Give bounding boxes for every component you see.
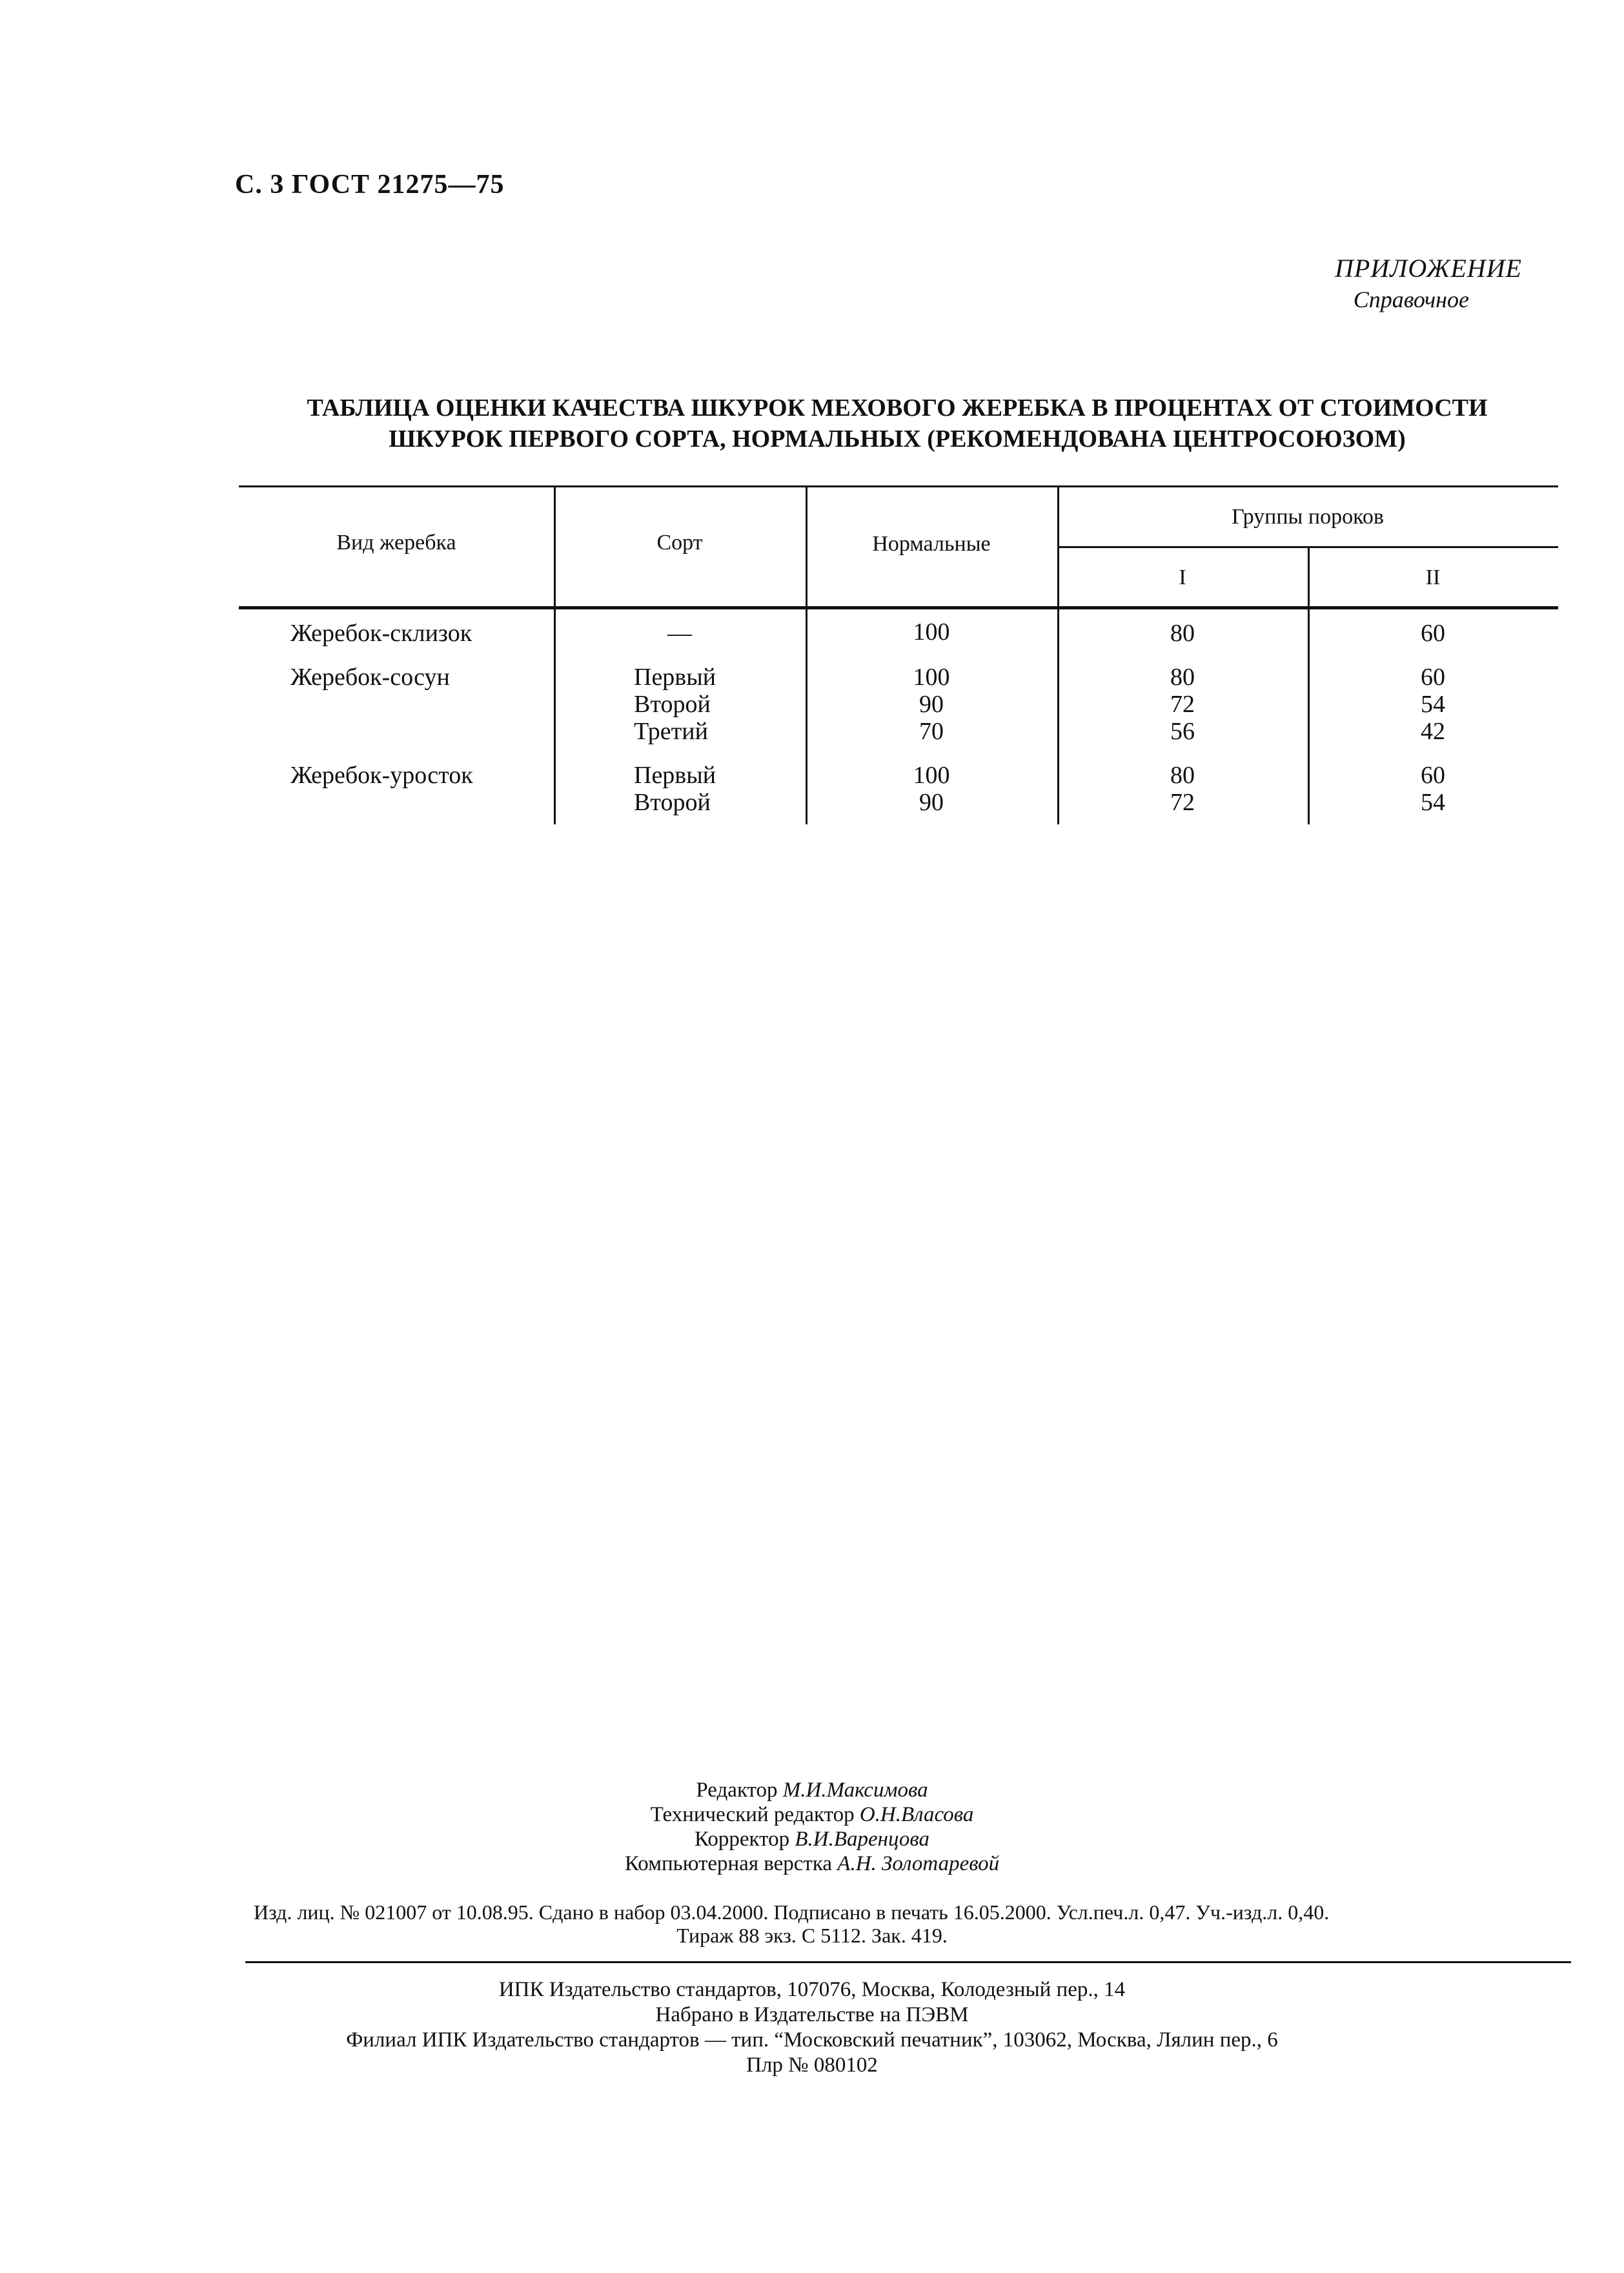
row-grade: — xyxy=(667,620,692,647)
row-kind: Жеребок-склизок xyxy=(290,620,472,647)
header-bottom-rule xyxy=(239,606,1558,609)
row-grade: Первый xyxy=(634,762,716,789)
row-group-1: 72 xyxy=(1170,691,1195,718)
row-group-2: 60 xyxy=(1421,762,1445,789)
row-group-1: 80 xyxy=(1170,620,1195,647)
row-group-2: 42 xyxy=(1421,718,1445,745)
header-grade: Сорт xyxy=(656,531,703,555)
appendix-subtitle: Справочное xyxy=(1353,287,1469,312)
press-line-4: Плр № 080102 xyxy=(746,2054,878,2077)
row-normal: 90 xyxy=(919,691,944,718)
row-group-2: 54 xyxy=(1421,789,1445,816)
row-grade: Первый xyxy=(634,664,716,691)
row-group-1: 80 xyxy=(1170,664,1195,691)
row-grade: Третий xyxy=(634,718,708,745)
page-header: С. 3 ГОСТ 21275—75 xyxy=(235,170,505,199)
credit-tech-editor: Технический редактор О.Н.Власова xyxy=(650,1803,974,1826)
credit-layout: Компьютерная верстка А.Н. Золотаревой xyxy=(624,1852,1000,1875)
header-normal: Нормальные xyxy=(872,532,991,556)
publication-print-run: Тираж 88 экз. С 5112. Зак. 419. xyxy=(676,1924,948,1947)
header-group-2: II xyxy=(1425,566,1441,589)
row-group-1: 72 xyxy=(1170,789,1195,816)
credit-proofreader: Корректор В.И.Варенцова xyxy=(694,1828,930,1851)
row-normal: 100 xyxy=(913,762,950,789)
footer-divider xyxy=(245,1961,1571,1963)
row-group-1: 80 xyxy=(1170,762,1195,789)
row-group-2: 60 xyxy=(1421,620,1445,647)
row-group-2: 60 xyxy=(1421,664,1445,691)
press-line-2: Набрано в Издательстве на ПЭВМ xyxy=(655,2003,969,2026)
credits xyxy=(0,1778,1624,1876)
row-kind: Жеребок-сосун xyxy=(290,664,450,691)
header-kind: Вид жеребка xyxy=(336,531,456,555)
table-top-rule xyxy=(239,485,1558,487)
header-group-1: I xyxy=(1179,566,1186,589)
publication-info: Изд. лиц. № 021007 от 10.08.95. Сдано в набор 03.04.2000. Подписано в печать 16.05.2000. Усл.печ.л. 0,47. Уч.-изд.л. 0,40. xyxy=(254,1901,1330,1924)
row-group-2: 54 xyxy=(1421,691,1445,718)
row-grade: Второй xyxy=(634,789,711,816)
appendix-title: ПРИЛОЖЕНИЕ xyxy=(1335,254,1522,283)
table-title-line-2: ШКУРОК ПЕРВОГО СОРТА, НОРМАЛЬНЫХ (РЕКОМЕНДОВАНА ЦЕНТРОСОЮЗОМ) xyxy=(389,425,1406,453)
row-normal: 90 xyxy=(919,789,944,816)
table-title xyxy=(239,392,1556,454)
row-grade: Второй xyxy=(634,691,711,718)
row-kind: Жеребок-уросток xyxy=(290,762,473,789)
appendix-label xyxy=(1335,253,1522,313)
row-normal: 70 xyxy=(919,718,944,745)
press-line-3: Филиал ИПК Издательство стандартов — тип. “Московский печатник”, 103062, Москва, Лялин пер., 6 xyxy=(346,2028,1278,2052)
row-normal: 100 xyxy=(913,618,950,646)
press-info xyxy=(0,1977,1624,2078)
row-normal: 100 xyxy=(913,664,950,691)
row-group-1: 56 xyxy=(1170,718,1195,745)
table-title-line-1: ТАБЛИЦА ОЦЕНКИ КАЧЕСТВА ШКУРОК МЕХОВОГО ЖЕРЕБКА В ПРОЦЕНТАХ ОТ СТОИМОСТИ xyxy=(307,394,1488,422)
press-line-1: ИПК Издательство стандартов, 107076, Москва, Колодезный пер., 14 xyxy=(498,1978,1126,2001)
header-defect-groups: Группы пороков xyxy=(1232,505,1384,529)
credit-editor: Редактор М.И.Максимова xyxy=(696,1779,928,1802)
